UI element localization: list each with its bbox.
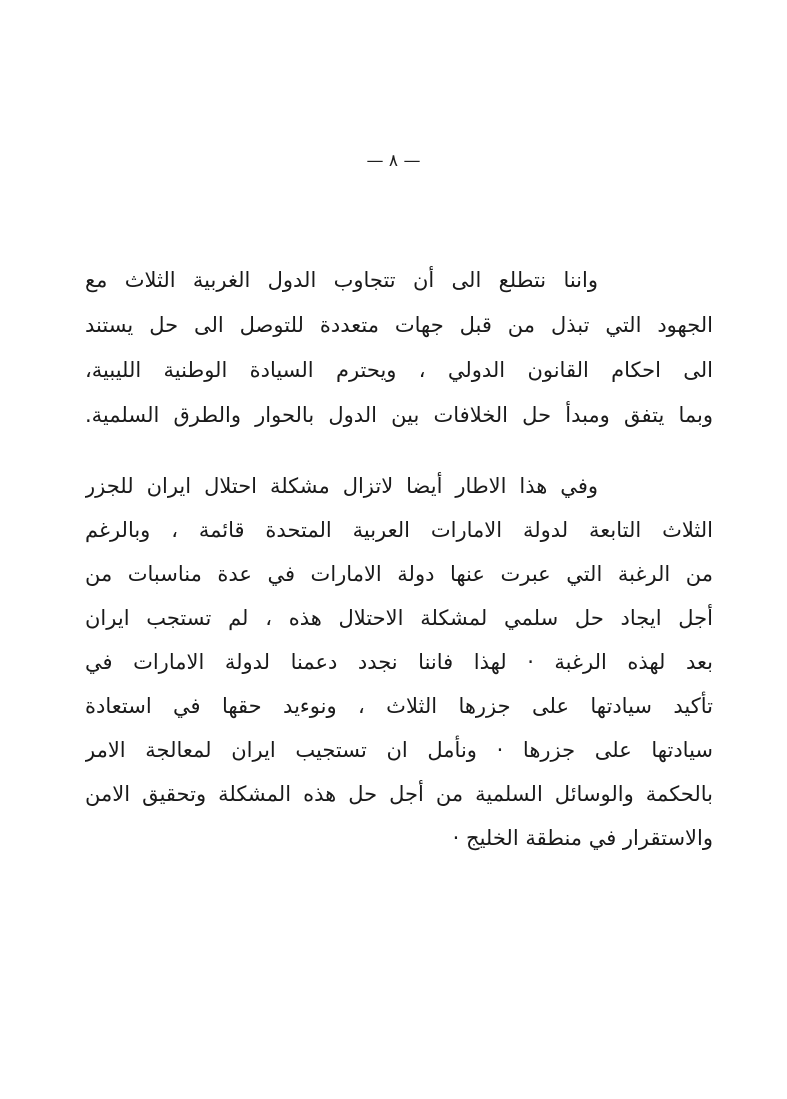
text-line: أجل ايجاد حل سلمي لمشكلة الاحتلال هذه ، لم تستجب ايران (85, 606, 713, 630)
text-line: تأكيد سيادتها على جزرها الثلاث ، ونوءيد حقها في استعادة (85, 694, 713, 718)
text-line: وبما يتفق ومبدأ حل الخلافات بين الدول بالحوار والطرق السلمية. (85, 403, 713, 427)
text-line: بعد لهذه الرغبة · لهذا فاننا نجدد دعمنا لدولة الامارات في (85, 650, 713, 674)
text-line: الثلاث التابعة لدولة الامارات العربية المتحدة قائمة ، وبالرغم (85, 518, 713, 542)
text-line: الجهود التي تبذل من قبل جهات متعددة للتوصل الى حل يستند (85, 313, 713, 337)
text-line: بالحكمة والوسائل السلمية من أجل حل هذه المشكلة وتحقيق الامن (85, 782, 713, 806)
text-line: وفي هذا الاطار أيضا لاتزال مشكلة احتلال ايران للجزر (85, 474, 598, 498)
text-line: الى احكام القانون الدولي ، ويحترم السيادة الوطنية الليبية، (85, 358, 713, 382)
document-body (85, 258, 713, 860)
page-number: — ٨ — (366, 151, 421, 171)
paragraph-iran-islands (85, 464, 713, 860)
text-line: واننا نتطلع الى أن تتجاوب الدول الغربية الثلاث مع (85, 268, 598, 292)
text-line: والاستقرار في منطقة الخليج · (452, 826, 713, 850)
text-line: من الرغبة التي عبرت عنها دولة الامارات في عدة مناسبات من (85, 562, 713, 586)
paragraph-western-states (85, 258, 713, 438)
text-line: سيادتها على جزرها · ونأمل ان تستجيب ايران لمعالجة الامر (85, 738, 713, 762)
